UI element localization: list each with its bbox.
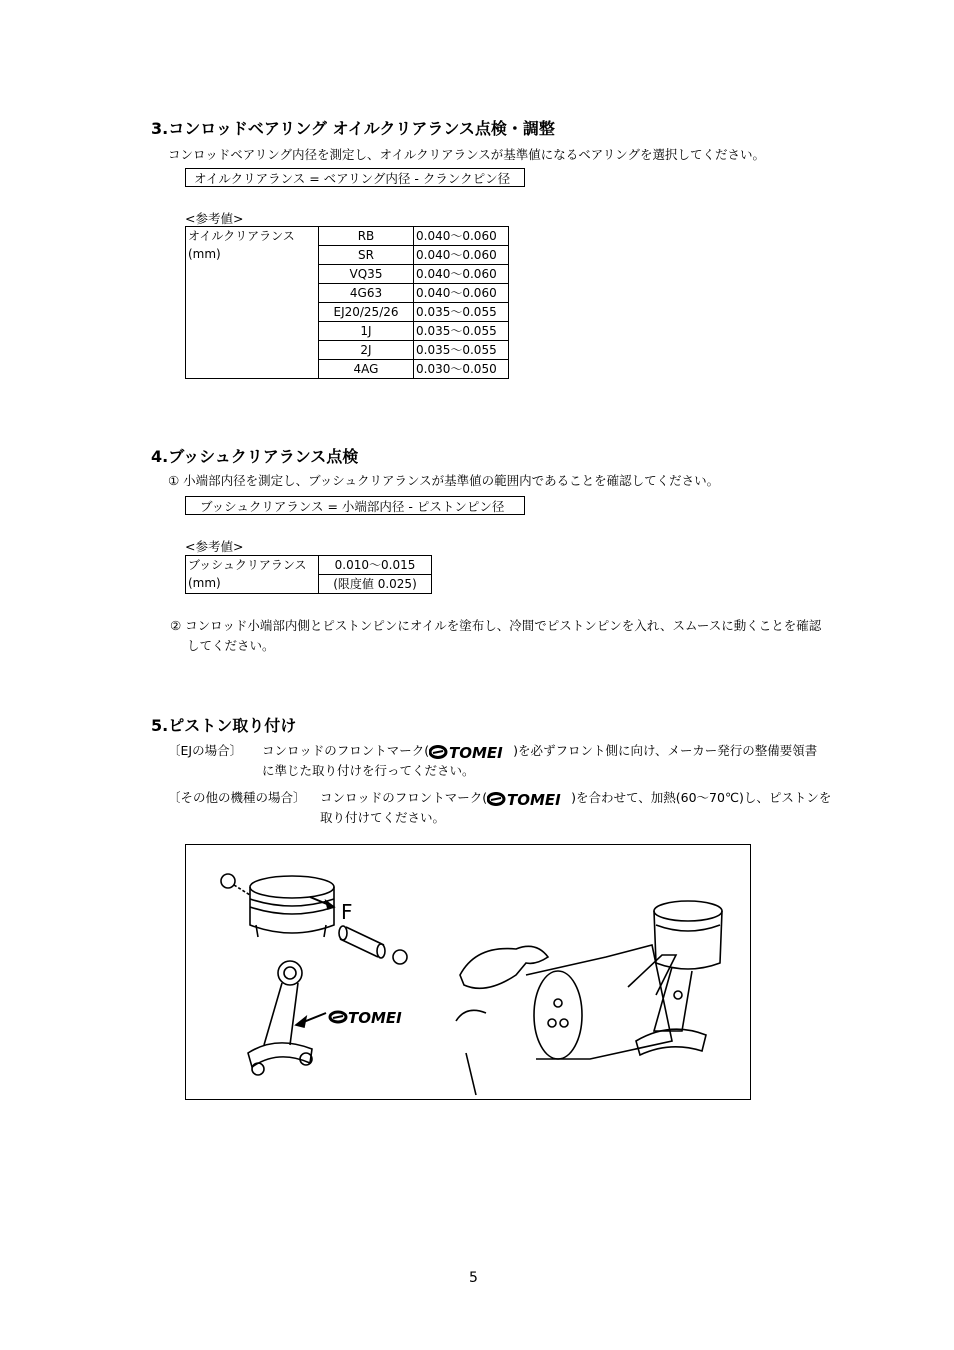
tomei-logo-icon <box>429 744 513 760</box>
piston-assembly-figure <box>185 844 751 1100</box>
other-text-line2: 取り付けてください。 <box>320 810 446 825</box>
value-cell: 0.035～0.055 <box>414 341 509 360</box>
tomei-logo-text: TOMEI <box>507 790 561 807</box>
ej-text-b: )を必ずフロント側に向け、メーカー発行の整備要領書 <box>513 743 818 758</box>
tomei-logo-text: TOMEI <box>449 743 503 760</box>
snap-ring-right <box>393 950 407 964</box>
page-number: 5 <box>469 1270 478 1286</box>
section3-ref-label: <参考値> <box>185 211 244 226</box>
model-cell: SR <box>319 246 414 265</box>
section4-heading: 4.ブッシュクリアランス点検 <box>151 447 359 466</box>
model-cell: RB <box>319 227 414 246</box>
value-cell: 0.035～0.055 <box>414 303 509 322</box>
other-label: 〔その他の機種の場合〕 <box>168 790 306 805</box>
front-mark-letter: F <box>341 900 353 924</box>
ej-label: 〔EJの場合〕 <box>168 743 243 758</box>
section3-formula: オイルクリアランス = ベアリング内径 - クランクピン径 <box>185 168 525 187</box>
value-cell: 0.035～0.055 <box>414 322 509 341</box>
other-text-line1 <box>320 788 831 807</box>
ej-text-a: コンロッドのフロントマーク( <box>262 743 430 758</box>
section4-step1: ① 小端部内径を測定し、ブッシュクリアランスが基準値の範囲内であることを確認してください。 <box>168 473 720 488</box>
oil-clearance-unit: (mm) <box>188 247 221 261</box>
value-cell: 0.040～0.060 <box>414 246 509 265</box>
tomei-logo-text: TOMEI <box>348 1009 402 1027</box>
tomei-logo-icon <box>330 1009 402 1027</box>
value-cell: 0.040～0.060 <box>414 265 509 284</box>
section4-step2-line2: してください。 <box>187 638 275 653</box>
tomei-logo-icon <box>487 791 571 807</box>
ej-text-line1 <box>262 741 817 760</box>
model-cell: 4AG <box>319 360 414 379</box>
heater-and-piston-drawing <box>456 901 722 1095</box>
model-cell: 4G63 <box>319 284 414 303</box>
piston-pin-drawing <box>339 926 385 958</box>
section4-formula: ブッシュクリアランス = 小端部内径 - ピストンピン径 <box>185 496 525 515</box>
value-cell: 0.030～0.050 <box>414 360 509 379</box>
oil-clearance-table <box>185 226 509 379</box>
connecting-rod-drawing <box>248 961 312 1075</box>
bush-clearance-unit: (mm) <box>188 576 221 590</box>
section4-step2-line1: ② コンロッド小端部内側とピストンピンにオイルを塗布し、冷間でピストンピンを入れ、スムースに動くことを確認 <box>170 618 822 633</box>
oil-clearance-label: オイルクリアランス <box>188 229 295 243</box>
value-cell: 0.040～0.060 <box>414 284 509 303</box>
model-cell: VQ35 <box>319 265 414 284</box>
model-cell: 2J <box>319 341 414 360</box>
model-cell: 1J <box>319 322 414 341</box>
other-text-b: )を合わせて、加熱(60～70℃)し、ピストンを <box>571 790 832 805</box>
value-cell: 0.040～0.060 <box>414 227 509 246</box>
ej-text-line2: に準じた取り付けを行ってください。 <box>262 763 475 778</box>
section5-heading: 5.ピストン取り付け <box>151 716 297 735</box>
section4-ref-label: <参考値> <box>185 539 244 554</box>
bush-clearance-table <box>185 555 432 594</box>
bush-clearance-limit: (限度値 0.025) <box>319 575 432 594</box>
section3-heading: 3.コンロッドベアリング オイルクリアランス点検・調整 <box>151 119 555 138</box>
other-text-a: コンロッドのフロントマーク( <box>320 790 488 805</box>
bush-clearance-label: ブッシュクリアランス <box>188 558 307 572</box>
bush-clearance-label-cell <box>186 556 319 594</box>
piston-drawing <box>250 876 334 937</box>
piston-assembly-illustration <box>186 845 749 1098</box>
snap-ring-left <box>221 874 235 888</box>
bush-clearance-value: 0.010～0.015 <box>319 556 432 575</box>
oil-clearance-label-cell <box>186 227 319 379</box>
section3-intro: コンロッドベアリング内径を測定し、オイルクリアランスが基準値になるベアリングを選択してください。 <box>168 147 766 162</box>
model-cell: EJ20/25/26 <box>319 303 414 322</box>
